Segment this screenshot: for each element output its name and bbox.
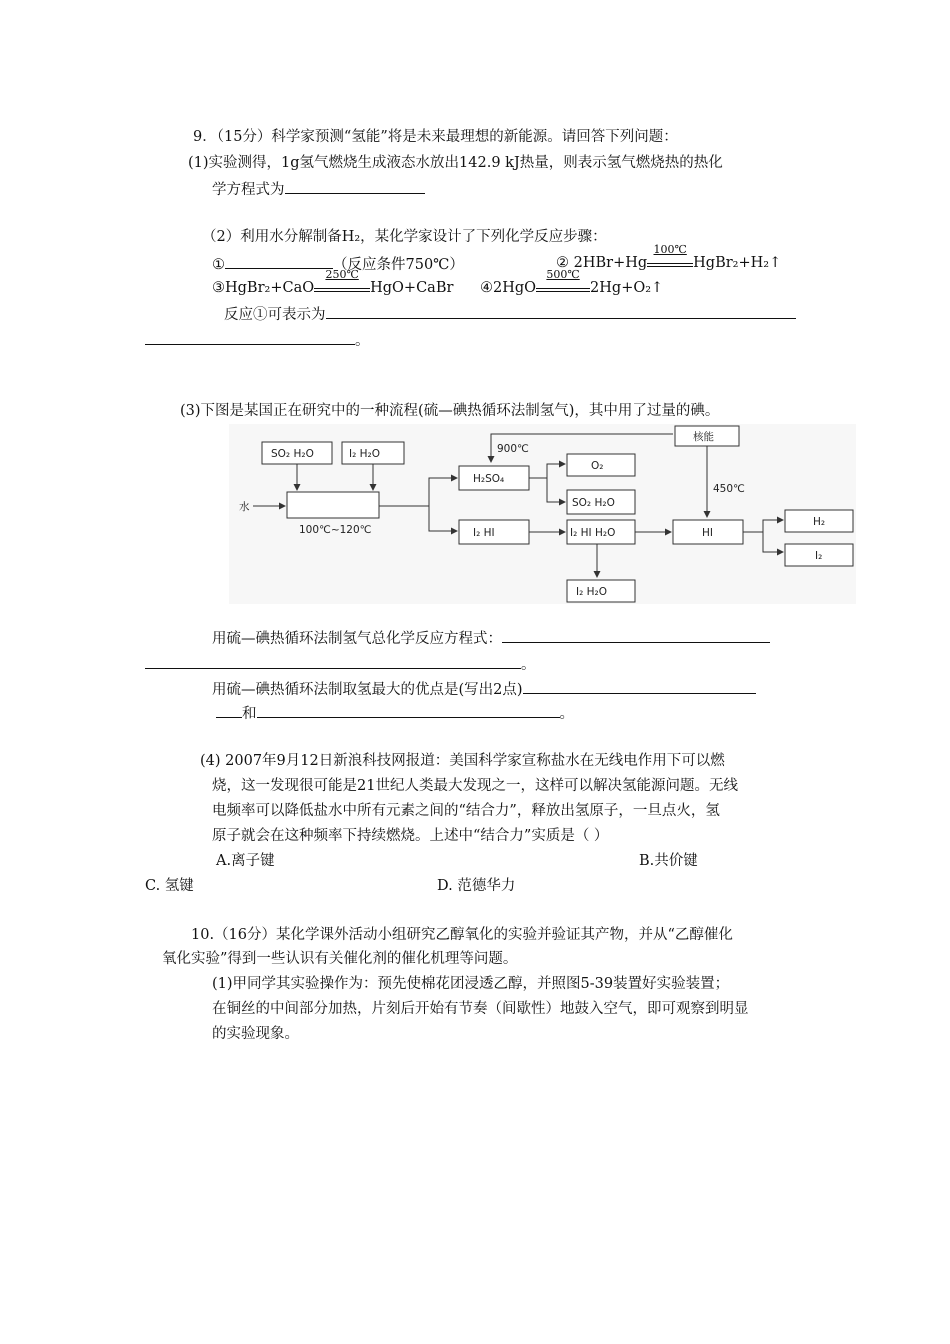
label-i2: I₂ [815, 550, 823, 562]
label-450c: 450℃ [713, 483, 745, 495]
answer-blank-3a[interactable] [502, 628, 770, 643]
period-mark: 。 [559, 706, 574, 722]
q9-part4-line1: (4) 2007年9月12日新浪科技网报道：美国科学家宣称盐水在无线电作用下可以燃 [200, 753, 725, 769]
period-mark: 。 [355, 333, 370, 349]
label-so2-h2o: SO₂ H₂O [271, 448, 314, 460]
q9-part4-line3: 电频率可以降低盐水中所有元素之间的“结合力”，释放出氢原子，一旦点火，氢 [212, 803, 720, 819]
reaction-step-4 [480, 268, 664, 297]
answer-blank-step1[interactable] [225, 254, 333, 269]
q10-part1-line3: 的实验现象。 [212, 1026, 299, 1042]
label-temp-range: 100℃~120℃ [299, 524, 372, 536]
option-a[interactable]: A.离子键 [216, 853, 275, 869]
q9-part1-line1: (1)实验测得，1g氢气燃烧生成液态水放出142.9 kJ热量，则表示氢气燃烧热的热化 [188, 155, 723, 171]
q9-part1-text: 学方程式为 [212, 182, 285, 198]
step-4-reactants: ④2HgO [480, 280, 537, 296]
step-3-reactants: ③HgBr₂+CaO [212, 280, 315, 296]
answer-blank-2b[interactable] [145, 330, 355, 345]
label-water: 水 [239, 501, 250, 513]
label-i2-h2o-input: I₂ H₂O [349, 448, 381, 460]
step-2-condition: 100℃ [647, 256, 693, 267]
q9-part2-answer-line [224, 304, 796, 324]
step-1-number: ① [212, 257, 225, 273]
step-2-products: HgBr₂+H₂↑ [693, 255, 782, 271]
label-i2-h2o-output: I₂ H₂O [576, 586, 608, 598]
q9-part3-total-label: 用硫—碘热循环法制氢气总化学反应方程式： [212, 631, 502, 647]
q9-part2-answer-label: 反应①可表示为 [224, 307, 326, 323]
q9-part2-intro: （2）利用水分解制备H₂，某化学家设计了下列化学反应步骤： [202, 229, 607, 245]
and-text: 和 [242, 706, 257, 722]
q9-part1-line2 [212, 179, 425, 199]
q9-part4-line2: 烧，这一发现很可能是21世纪人类最大发现之一，这样可以解决氢能源问题。无线 [212, 778, 738, 794]
label-i2-hi: I₂ HI [473, 527, 495, 539]
answer-blank-3b[interactable] [145, 654, 521, 669]
q9-part4-line4: 原子就会在这种频率下持续燃烧。上述中“结合力”实质是（ ） [212, 828, 609, 844]
label-h2so4: H₂SO₄ [473, 473, 505, 485]
label-h2: H₂ [813, 516, 826, 528]
option-c[interactable]: C. 氢键 [145, 878, 194, 894]
label-i2-hi-h2o: I₂ HI H₂O [570, 527, 616, 539]
q9-part3-total-line [212, 628, 770, 648]
answer-blank-1[interactable] [285, 179, 425, 194]
q9-part3-advantage-label: 用硫—碘热循环法制取氢最大的优点是(写出2点) [212, 682, 523, 698]
q9-part3-intro: (3)下图是某国正在研究中的一种流程(硫—碘热循环法制氢气)，其中用了过量的碘。 [180, 403, 720, 419]
q10-heading-line2: 氧化实验”得到一些认识有关催化剂的催化机理等问题。 [162, 951, 518, 967]
step-2-reactants: ② 2HBr+Hg [556, 255, 648, 271]
answer-blank-3c[interactable] [523, 679, 756, 694]
period-mark: 。 [521, 657, 536, 673]
q9-part2-answer-line2 [145, 330, 370, 350]
reaction-step-3 [212, 268, 454, 297]
option-d[interactable]: D. 范德华力 [437, 878, 516, 894]
q9-part3-total-line2 [145, 654, 536, 674]
label-nuclear-energy: 核能 [693, 431, 714, 443]
q9-part3-advantage-line [212, 679, 756, 699]
step-4-products: 2Hg+O₂↑ [590, 280, 664, 296]
label-so2-h2o-output: SO₂ H₂O [572, 497, 615, 509]
q9-part3-advantage-line2 [216, 703, 574, 723]
q9-heading: 9．（15分）科学家预测“氢能”将是未来最理想的新能源。请回答下列问题： [193, 129, 678, 145]
label-900c: 900℃ [497, 443, 529, 455]
q10-heading-line1: 10.（16分）某化学课外活动小组研究乙醇氧化的实验并验证其产物，并从“乙醇催化 [191, 927, 733, 943]
sulfur-iodine-cycle-diagram [229, 424, 856, 604]
box-reactor [287, 492, 379, 518]
q10-part1-line2: 在铜丝的中间部分加热，片刻后开始有节奏（间歇性）地鼓入空气，即可观察到明显 [212, 1001, 749, 1017]
option-b[interactable]: B.共价键 [639, 853, 698, 869]
label-o2: O₂ [591, 460, 604, 472]
q10-part1-line1: (1)甲同学其实验操作为：预先使棉花团浸透乙醇，并照图5-39装置好实验装置； [212, 976, 730, 992]
label-hi: HI [702, 527, 713, 539]
step-3-products: HgO+CaBr [370, 280, 454, 296]
answer-blank-3d[interactable] [216, 703, 242, 718]
answer-blank-3e[interactable] [257, 703, 560, 718]
step-1-condition: （反应条件750℃） [333, 257, 464, 273]
answer-blank-2a[interactable] [326, 304, 796, 319]
step-4-condition: 500℃ [536, 281, 590, 292]
step-3-condition: 250℃ [314, 281, 370, 292]
